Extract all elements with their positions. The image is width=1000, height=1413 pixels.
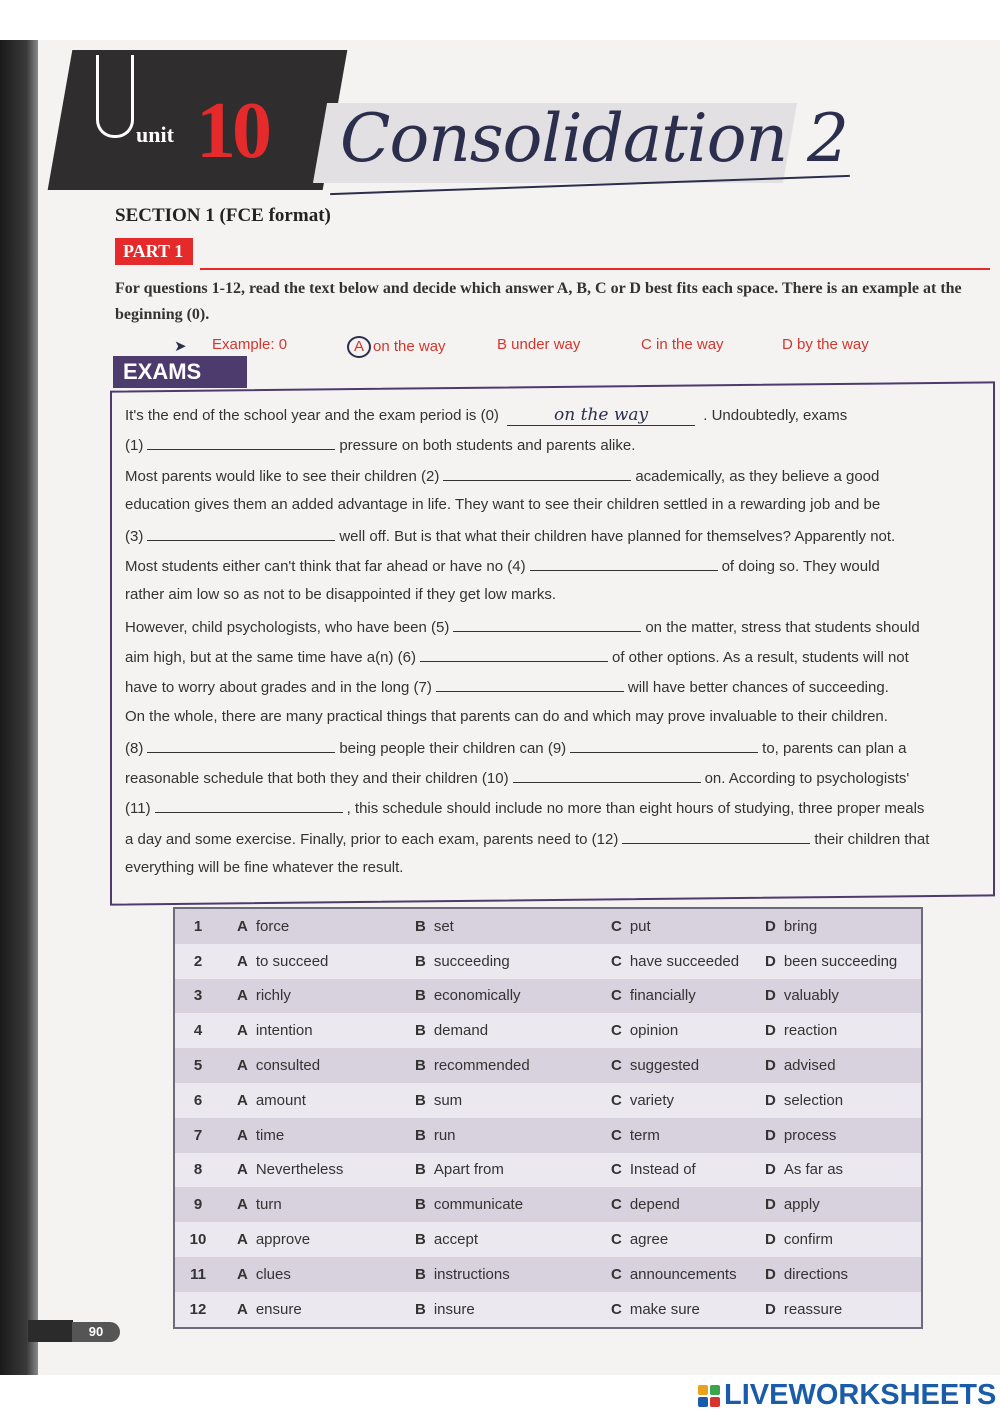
- option-letter: A: [237, 952, 248, 970]
- text-frame: [110, 381, 995, 905]
- option-c[interactable]: [611, 1022, 765, 1039]
- text-line: (3) well off. But is that what their children have planned for themselves? Apparently not.: [125, 528, 896, 545]
- option-letter: A: [237, 1196, 248, 1214]
- option-letter: A: [237, 1231, 248, 1249]
- question-number: 12: [189, 1300, 207, 1318]
- option-letter: A: [237, 987, 248, 1005]
- gap-6[interactable]: [420, 647, 608, 662]
- option-c[interactable]: [611, 1301, 765, 1318]
- option-a[interactable]: [221, 1266, 415, 1283]
- option-letter: C: [611, 987, 622, 1005]
- arrow-icon: ➤: [174, 338, 187, 355]
- option-a[interactable]: [221, 1092, 415, 1109]
- option-letter: B: [415, 1300, 426, 1318]
- option-c[interactable]: [611, 1057, 765, 1074]
- gap-3[interactable]: [147, 526, 335, 541]
- option-letter: B: [415, 1022, 426, 1040]
- option-text: recommended: [433, 1057, 530, 1075]
- option-letter: C: [611, 917, 622, 935]
- option-b[interactable]: [415, 1196, 611, 1213]
- liveworksheets-logo: [698, 1379, 996, 1412]
- text-line: rather aim low so as not to be disappointed if they get low marks.: [125, 586, 557, 603]
- table-row: [175, 1222, 921, 1257]
- option-text: suggested: [629, 1057, 700, 1075]
- option-letter: D: [765, 1265, 776, 1283]
- option-b[interactable]: [415, 1092, 611, 1109]
- option-text: As far as: [783, 1161, 844, 1179]
- table-row: [175, 909, 921, 944]
- text-line: everything will be fine whatever the result.: [125, 859, 404, 876]
- option-c[interactable]: [611, 1092, 765, 1109]
- option-text: reaction: [783, 1022, 838, 1040]
- circle-mark: A: [347, 336, 371, 358]
- example-answer-b: B under way: [497, 336, 581, 353]
- option-text: financially: [629, 987, 696, 1005]
- table-row: [175, 1257, 921, 1292]
- option-d[interactable]: [765, 1301, 915, 1318]
- option-a[interactable]: [221, 1057, 415, 1074]
- gap-10[interactable]: [513, 768, 701, 783]
- option-c[interactable]: [611, 1161, 765, 1178]
- logo-icon: [698, 1385, 720, 1407]
- option-text: have succeeded: [629, 952, 740, 970]
- option-letter: D: [765, 1300, 776, 1318]
- option-letter: B: [415, 1091, 426, 1109]
- option-letter: A: [237, 1161, 248, 1179]
- option-d[interactable]: [765, 953, 915, 970]
- option-text: to succeed: [255, 952, 329, 970]
- option-text: Instead of: [629, 1161, 696, 1179]
- option-text: economically: [433, 987, 521, 1005]
- option-letter: C: [611, 1300, 622, 1318]
- option-letter: A: [237, 1022, 248, 1040]
- option-d[interactable]: [765, 1231, 915, 1248]
- option-d[interactable]: [765, 1057, 915, 1074]
- option-letter: D: [765, 1057, 776, 1075]
- option-b[interactable]: [415, 1022, 611, 1039]
- option-text: bring: [783, 917, 818, 935]
- option-text: clues: [255, 1265, 291, 1283]
- option-text: turn: [255, 1196, 282, 1214]
- option-text: time: [255, 1126, 285, 1144]
- table-row: [175, 1083, 921, 1118]
- option-letter: D: [765, 1161, 776, 1179]
- option-c[interactable]: [611, 1231, 765, 1248]
- option-text: variety: [629, 1091, 675, 1109]
- option-letter: B: [415, 1265, 426, 1283]
- option-a[interactable]: [221, 1231, 415, 1248]
- option-text: Nevertheless: [255, 1161, 344, 1179]
- gap-7[interactable]: [436, 677, 624, 692]
- option-d[interactable]: [765, 1127, 915, 1144]
- unit-hook-icon: [96, 55, 134, 138]
- option-letter: D: [765, 1091, 776, 1109]
- option-text: Apart from: [433, 1161, 504, 1179]
- unit-number: 10: [196, 87, 268, 175]
- option-letter: C: [611, 1196, 622, 1214]
- option-text: demand: [433, 1022, 489, 1040]
- table-row: [175, 944, 921, 979]
- option-d[interactable]: [765, 1092, 915, 1109]
- text-line: aim high, but at the same time have a(n) (6) of other options. As a result, students will not: [125, 649, 909, 666]
- option-a[interactable]: [221, 1127, 415, 1144]
- option-b[interactable]: [415, 1266, 611, 1283]
- question-number: 5: [193, 1057, 203, 1075]
- gap-4[interactable]: [530, 556, 718, 571]
- option-letter: B: [415, 1231, 426, 1249]
- option-text: run: [433, 1126, 456, 1144]
- gap-5[interactable]: [453, 617, 641, 632]
- option-b[interactable]: [415, 1127, 611, 1144]
- option-c[interactable]: [611, 953, 765, 970]
- option-c[interactable]: [611, 1127, 765, 1144]
- option-text: instructions: [433, 1265, 510, 1283]
- option-text: sum: [433, 1091, 463, 1109]
- section-heading: SECTION 1 (FCE format): [115, 205, 331, 226]
- option-letter: A: [237, 917, 248, 935]
- option-letter: B: [415, 952, 426, 970]
- option-letter: B: [415, 1126, 426, 1144]
- option-c[interactable]: [611, 987, 765, 1004]
- options-table: [173, 907, 923, 1329]
- option-letter: D: [765, 952, 776, 970]
- example-answer-a: [347, 336, 446, 358]
- option-letter: A: [237, 1126, 248, 1144]
- option-a[interactable]: [221, 918, 415, 935]
- option-text: consulted: [255, 1057, 321, 1075]
- option-letter: A: [237, 1300, 248, 1318]
- option-d[interactable]: [765, 1196, 915, 1213]
- option-text: approve: [255, 1231, 311, 1249]
- option-text: advised: [783, 1057, 836, 1075]
- table-row: [175, 1292, 921, 1327]
- option-b[interactable]: [415, 953, 611, 970]
- option-text: make sure: [629, 1300, 700, 1318]
- option-text: apply: [783, 1196, 820, 1214]
- option-a[interactable]: [221, 953, 415, 970]
- option-text: set: [433, 917, 454, 935]
- question-number: 3: [193, 987, 203, 1005]
- question-number: 1: [193, 917, 203, 935]
- text-line: It's the end of the school year and the exam period is (0) on the way . Undoubtedly, exams: [125, 405, 848, 425]
- text-line: reasonable schedule that both they and their children (10) on. According to psychologists': [125, 770, 910, 787]
- logo-text: LIVEWORKSHEETS: [724, 1379, 997, 1411]
- option-text: put: [629, 917, 651, 935]
- text-line: (1) pressure on both students and parents alike.: [125, 437, 636, 454]
- option-text: insure: [433, 1300, 475, 1318]
- option-letter: C: [611, 1022, 622, 1040]
- gap-8[interactable]: [147, 738, 335, 753]
- option-letter: C: [611, 1161, 622, 1179]
- text-line: have to worry about grades and in the long (7) will have better chances of succeeding.: [125, 679, 889, 696]
- table-row: [175, 1118, 921, 1153]
- table-row: [175, 1013, 921, 1048]
- option-text: agree: [629, 1231, 669, 1249]
- option-text: valuably: [783, 987, 839, 1005]
- text-line: On the whole, there are many practical things that parents can do and which may prove invaluable to their children.: [125, 708, 888, 725]
- option-text: directions: [783, 1265, 849, 1283]
- option-letter: B: [415, 987, 426, 1005]
- option-d[interactable]: [765, 987, 915, 1004]
- option-letter: B: [415, 1196, 426, 1214]
- option-text: term: [629, 1126, 660, 1144]
- table-row: [175, 979, 921, 1014]
- table-row: [175, 1048, 921, 1083]
- option-d[interactable]: [765, 1266, 915, 1283]
- unit-label: unit: [136, 122, 174, 147]
- option-b[interactable]: [415, 1057, 611, 1074]
- option-text: process: [783, 1126, 837, 1144]
- answer-0: on the way: [507, 405, 695, 426]
- option-text: communicate: [433, 1196, 524, 1214]
- option-a[interactable]: [221, 1196, 415, 1213]
- question-number: 11: [190, 1265, 206, 1283]
- text-line: (11) , this schedule should include no more than eight hours of studying, three proper meals: [125, 800, 925, 817]
- option-letter: D: [765, 987, 776, 1005]
- option-text: been succeeding: [783, 952, 898, 970]
- option-letter: B: [415, 1057, 426, 1075]
- option-letter: C: [611, 1126, 622, 1144]
- option-letter: A: [237, 1265, 248, 1283]
- option-letter: D: [765, 1231, 776, 1249]
- option-text: succeeding: [433, 952, 510, 970]
- option-letter: C: [611, 1265, 622, 1283]
- option-text: opinion: [629, 1022, 679, 1040]
- option-d[interactable]: [765, 1022, 915, 1039]
- example-label: Example: 0: [212, 336, 288, 353]
- question-number: 4: [193, 1022, 203, 1040]
- book-spine: [0, 40, 38, 1375]
- option-letter: B: [415, 1161, 426, 1179]
- option-letter: D: [765, 917, 776, 935]
- text-title: EXAMS: [113, 356, 247, 388]
- option-letter: D: [765, 1126, 776, 1144]
- option-a[interactable]: [221, 1161, 415, 1178]
- question-number: 2: [193, 952, 203, 970]
- option-letter: C: [611, 1057, 622, 1075]
- table-row: [175, 1153, 921, 1188]
- part-label: PART 1: [115, 238, 193, 265]
- option-text: amount: [255, 1091, 306, 1109]
- question-number: 7: [193, 1126, 203, 1144]
- text-line: (8) being people their children can (9) to, parents can plan a: [125, 740, 907, 757]
- option-text: ensure: [255, 1300, 302, 1318]
- option-b[interactable]: [415, 918, 611, 935]
- gap-2[interactable]: [443, 466, 631, 481]
- page-title: Consolidation 2: [340, 100, 849, 177]
- question-number: 6: [193, 1091, 203, 1109]
- gap-9[interactable]: [570, 738, 758, 753]
- option-b[interactable]: [415, 1231, 611, 1248]
- option-text: announcements: [629, 1265, 737, 1283]
- example-a-text: on the way: [373, 338, 446, 355]
- option-a[interactable]: [221, 987, 415, 1004]
- instructions: For questions 1-12, read the text below and decide which answer A, B, C or D best fits each space. There is an example at the beginning (0).: [115, 280, 962, 323]
- part-divider: [200, 268, 990, 270]
- option-text: depend: [629, 1196, 680, 1214]
- gap-12[interactable]: [622, 829, 810, 844]
- option-d[interactable]: [765, 918, 915, 935]
- question-number: 8: [193, 1161, 203, 1179]
- text-line: Most students either can't think that far ahead or have no (4) of doing so. They would: [125, 558, 880, 575]
- option-b[interactable]: [415, 1161, 611, 1178]
- text-line: Most parents would like to see their children (2) academically, as they believe a good: [125, 468, 880, 485]
- option-c[interactable]: [611, 1266, 765, 1283]
- option-c[interactable]: [611, 918, 765, 935]
- example-answer-d: D by the way: [782, 336, 869, 353]
- option-text: intention: [255, 1022, 313, 1040]
- spine-edge: [28, 1320, 73, 1342]
- option-b[interactable]: [415, 987, 611, 1004]
- option-text: reassure: [783, 1300, 843, 1318]
- option-d[interactable]: [765, 1161, 915, 1178]
- option-letter: A: [237, 1091, 248, 1109]
- option-b[interactable]: [415, 1301, 611, 1318]
- option-text: selection: [783, 1091, 844, 1109]
- text-line: a day and some exercise. Finally, prior to each exam, parents need to (12) their children that: [125, 831, 930, 848]
- option-letter: C: [611, 1231, 622, 1249]
- option-letter: A: [237, 1057, 248, 1075]
- option-text: force: [255, 917, 290, 935]
- example-answer-c: C in the way: [641, 336, 724, 353]
- option-letter: C: [611, 952, 622, 970]
- text-line: However, child psychologists, who have been (5) on the matter, stress that students should: [125, 619, 920, 636]
- question-number: 10: [189, 1231, 207, 1249]
- gap-11[interactable]: [155, 798, 343, 813]
- option-letter: D: [765, 1196, 776, 1214]
- gap-1[interactable]: [147, 435, 335, 450]
- option-a[interactable]: [221, 1022, 415, 1039]
- option-text: accept: [433, 1231, 479, 1249]
- option-letter: D: [765, 1022, 776, 1040]
- table-row: [175, 1187, 921, 1222]
- option-text: richly: [255, 987, 291, 1005]
- option-c[interactable]: [611, 1196, 765, 1213]
- option-text: confirm: [783, 1231, 834, 1249]
- page-number: 90: [72, 1322, 120, 1342]
- question-number: 9: [193, 1196, 203, 1214]
- text-line: education gives them an added advantage in life. They want to see their children settled in a rewarding job and be: [125, 496, 881, 513]
- option-letter: C: [611, 1091, 622, 1109]
- option-letter: B: [415, 917, 426, 935]
- option-a[interactable]: [221, 1301, 415, 1318]
